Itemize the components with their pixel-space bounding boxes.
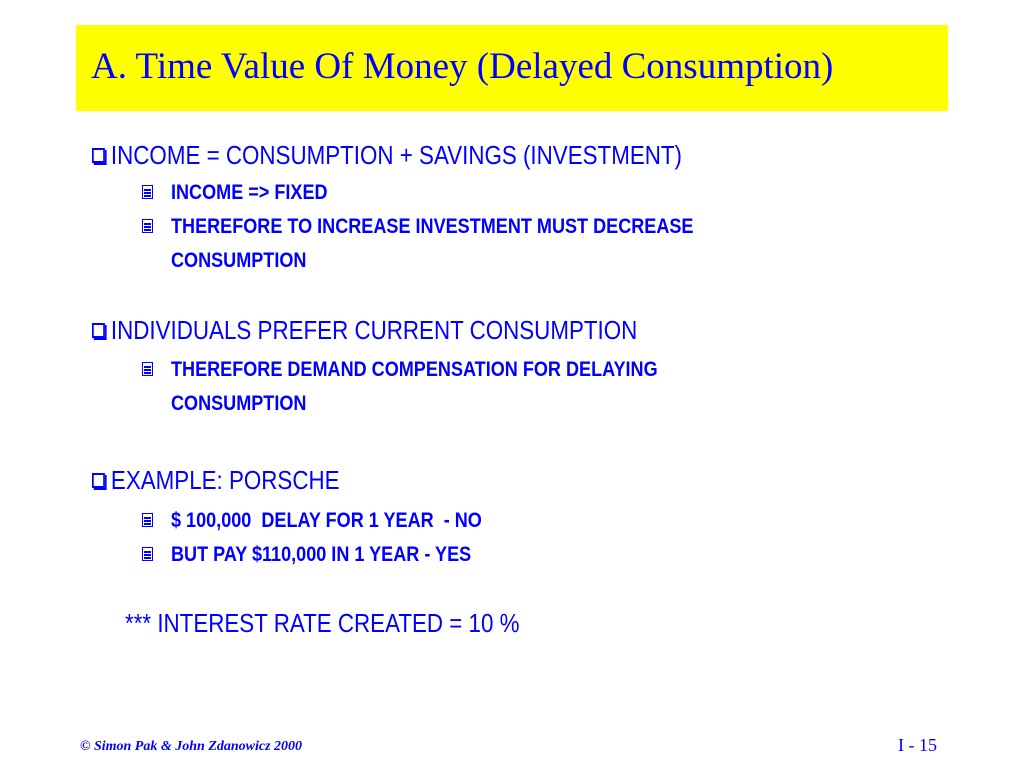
sub-bullet-text: THEREFORE TO INCREASE INVESTMENT MUST DECREASE bbox=[171, 215, 694, 238]
bullet-item-income bbox=[92, 140, 682, 171]
bullet-heading: INCOME = CONSUMPTION + SAVINGS (INVESTMENT) bbox=[110, 140, 682, 170]
square-box-icon bbox=[92, 323, 105, 338]
sub-bullet-text: CONSUMPTION bbox=[171, 392, 307, 415]
sub-bullet-continuation bbox=[171, 387, 329, 421]
bullet-heading: EXAMPLE: PORSCHE bbox=[110, 465, 340, 495]
page-number: I - 15 bbox=[898, 735, 937, 755]
sub-bullet-item bbox=[171, 353, 737, 387]
sub-bullet-text: INCOME => FIXED bbox=[171, 181, 328, 204]
interest-rate-note: *** INTEREST RATE CREATED = 10 % bbox=[125, 608, 520, 638]
sub-bullet-item bbox=[171, 210, 779, 244]
sub-bullet-text: BUT PAY $110,000 IN 1 YEAR - YES bbox=[171, 543, 472, 566]
bullet-item-example bbox=[92, 465, 340, 496]
square-box-icon bbox=[92, 473, 105, 488]
page-icon bbox=[142, 362, 153, 376]
bullet-item-preference bbox=[92, 315, 637, 346]
sub-bullet-item bbox=[171, 504, 532, 538]
page-icon bbox=[142, 547, 153, 561]
bullet-heading: INDIVIDUALS PREFER CURRENT CONSUMPTION bbox=[110, 315, 638, 345]
sub-bullet-item bbox=[171, 538, 520, 572]
sub-bullet-item bbox=[171, 176, 353, 210]
page-icon bbox=[142, 185, 153, 199]
slide-title: A. Time Value Of Money (Delayed Consumption) bbox=[91, 46, 834, 87]
footer-copyright: © Simon Pak & John Zdanowicz 2000 bbox=[80, 739, 303, 754]
sub-bullet-text: THEREFORE DEMAND COMPENSATION FOR DELAYING bbox=[171, 358, 658, 381]
sub-bullet-text: $ 100,000 DELAY FOR 1 YEAR - NO bbox=[171, 509, 482, 532]
page-icon bbox=[142, 219, 153, 233]
sub-bullet-continuation bbox=[171, 244, 329, 278]
sub-bullet-text: CONSUMPTION bbox=[171, 249, 307, 272]
page-icon bbox=[142, 513, 153, 527]
square-box-icon bbox=[92, 148, 105, 163]
